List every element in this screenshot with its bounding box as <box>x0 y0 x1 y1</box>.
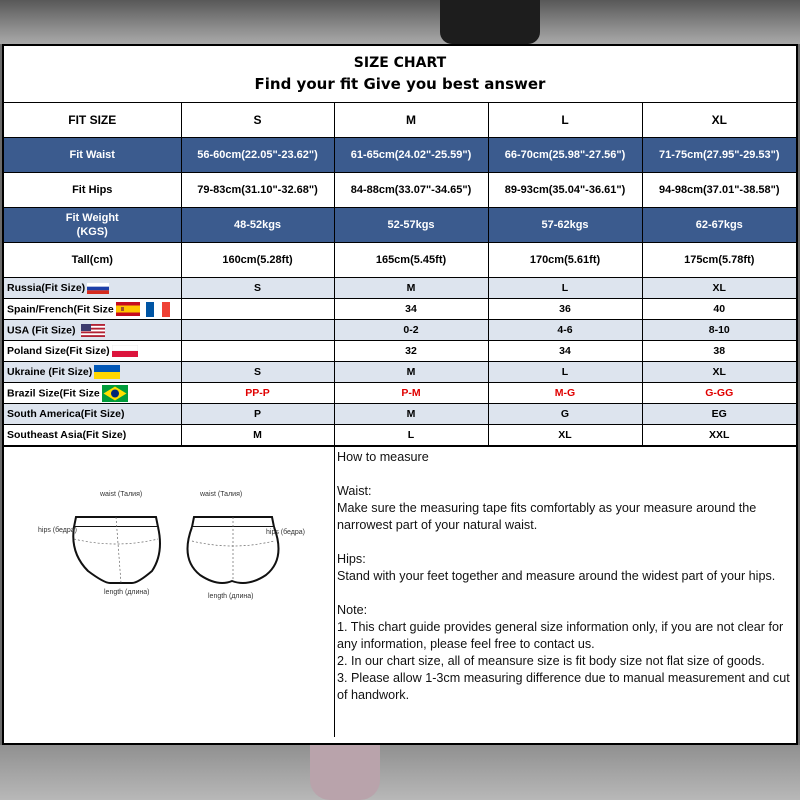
spain-france-row <box>4 299 796 320</box>
row-label-cell <box>4 362 181 383</box>
cell: XXL <box>642 425 796 446</box>
background-object <box>440 0 540 44</box>
chart-title: SIZE CHART <box>353 55 447 71</box>
row-label-cell <box>4 404 181 425</box>
cell: 79-83cm(31.10"-32.68") <box>181 173 334 208</box>
cell: 34 <box>488 341 642 362</box>
waist-row <box>4 138 796 173</box>
cell: 4-6 <box>488 320 642 341</box>
poland-flag-icon <box>112 345 138 357</box>
cell <box>181 299 334 320</box>
size-table <box>4 103 796 446</box>
note-title: Note: <box>337 603 368 617</box>
hips-row <box>4 173 796 208</box>
row-label-cell <box>4 341 181 362</box>
ukraine-row <box>4 362 796 383</box>
cell: 160cm(5.28ft) <box>181 243 334 278</box>
cell: 40 <box>642 299 796 320</box>
measure-section <box>4 446 796 737</box>
row-label: USA (Fit Size) <box>7 323 76 336</box>
usa-flag-icon <box>81 324 105 337</box>
cell: 52-57kgs <box>334 208 488 243</box>
cell: 84-88cm(33.07"-34.65") <box>334 173 488 208</box>
background-bottom <box>0 745 800 800</box>
hips-title: Hips: <box>337 552 366 566</box>
cell: 175cm(5.78ft) <box>642 243 796 278</box>
waist-text: Make sure the measuring tape fits comfortably as your measure around the narrowest part of your natural waist. <box>337 501 757 532</box>
background-object <box>310 745 380 800</box>
cell: L <box>334 425 488 446</box>
spain-flag-icon <box>116 302 140 316</box>
cell: 165cm(5.45ft) <box>334 243 488 278</box>
row-label: Fit Hips <box>4 173 181 208</box>
row-label: Ukraine (Fit Size) <box>7 365 93 378</box>
measure-instructions <box>335 447 796 737</box>
brazil-flag-icon <box>102 385 128 402</box>
cell: XL <box>488 425 642 446</box>
size-chart-sheet <box>2 44 798 745</box>
waist-label-front: waist (Талия) <box>100 491 143 498</box>
tall-row <box>4 243 796 278</box>
title-block <box>4 46 796 103</box>
row-label: South America(Fit Size) <box>7 408 125 420</box>
cell: S <box>181 362 334 383</box>
row-label-cell <box>4 299 181 320</box>
cell: 66-70cm(25.98"-27.56") <box>488 138 642 173</box>
russia-flag-icon <box>87 283 109 294</box>
cell: L <box>488 278 642 299</box>
cell: 36 <box>488 299 642 320</box>
header-size-s: S <box>181 103 334 138</box>
cell <box>181 341 334 362</box>
cell: S <box>181 278 334 299</box>
cell: XL <box>642 278 796 299</box>
cell: P-M <box>334 383 488 404</box>
cell: G <box>488 404 642 425</box>
row-label-cell <box>4 278 181 299</box>
cell: M <box>181 425 334 446</box>
instructions-heading: How to measure <box>337 450 429 464</box>
row-label: Fit Waist <box>4 138 181 173</box>
usa-row <box>4 320 796 341</box>
row-label: Brazil Size(Fit Size <box>7 386 100 399</box>
cell: 89-93cm(35.04"-36.61") <box>488 173 642 208</box>
cell <box>181 320 334 341</box>
south-america-row <box>4 404 796 425</box>
cell: M-G <box>488 383 642 404</box>
waist-title: Waist: <box>337 484 372 498</box>
russia-row <box>4 278 796 299</box>
row-label: Poland Size(Fit Size) <box>7 344 110 357</box>
cell: 34 <box>334 299 488 320</box>
row-label: Southeast Asia(Fit Size) <box>7 429 127 441</box>
row-label-cell <box>4 425 181 446</box>
cell: G-GG <box>642 383 796 404</box>
cell: 71-75cm(27.95"-29.53") <box>642 138 796 173</box>
row-label: Fit Weight (KGS) <box>4 208 181 243</box>
cell: M <box>334 362 488 383</box>
hips-label-back: hips (бедра) <box>266 529 305 536</box>
row-label-cell <box>4 383 181 404</box>
cell: 57-62kgs <box>488 208 642 243</box>
note-item: 1. This chart guide provides general size information only, if you are not clear for any information, please feel free to contact us. <box>337 620 784 651</box>
header-label: FIT SIZE <box>4 103 181 138</box>
cell: P <box>181 404 334 425</box>
length-label-front: length (длина) <box>104 589 150 596</box>
cell: M <box>334 278 488 299</box>
cell: 94-98cm(37.01"-38.58") <box>642 173 796 208</box>
note-item: 2. In our chart size, all of meansure size is fit body size not flat size of goods. <box>337 654 765 668</box>
cell: XL <box>642 362 796 383</box>
cell: PP-P <box>181 383 334 404</box>
brazil-row <box>4 383 796 404</box>
background-top <box>0 0 800 44</box>
weight-row <box>4 208 796 243</box>
hips-label-front: hips (бедра) <box>38 527 77 534</box>
cell: 170cm(5.61ft) <box>488 243 642 278</box>
header-size-m: M <box>334 103 488 138</box>
cell: 61-65cm(24.02"-25.59") <box>334 138 488 173</box>
hips-text: Stand with your feet together and measure around the widest part of your hips. <box>337 569 776 583</box>
measurement-diagram <box>4 447 335 737</box>
row-label: Tall(cm) <box>4 243 181 278</box>
cell: 38 <box>642 341 796 362</box>
row-label: Spain/French(Fit Size <box>7 302 114 315</box>
waist-label-back: waist (Талия) <box>200 491 243 498</box>
header-size-xl: XL <box>642 103 796 138</box>
length-label-back: length (длина) <box>208 593 254 600</box>
header-size-l: L <box>488 103 642 138</box>
cell: 8-10 <box>642 320 796 341</box>
cell: 56-60cm(22.05"-23.62") <box>181 138 334 173</box>
cell: EG <box>642 404 796 425</box>
southeast-asia-row <box>4 425 796 446</box>
cell: 0-2 <box>334 320 488 341</box>
ukraine-flag-icon <box>94 365 120 379</box>
cell: L <box>488 362 642 383</box>
panties-diagram <box>4 483 334 653</box>
cell: 48-52kgs <box>181 208 334 243</box>
cell: 32 <box>334 341 488 362</box>
cell: 62-67kgs <box>642 208 796 243</box>
chart-subtitle: Find your fit Give you best answer <box>254 75 546 93</box>
note-item: 3. Please allow 1-3cm measuring difference due to manual measurement and cut of handwork. <box>337 671 790 702</box>
row-label: Russia(Fit Size) <box>7 282 86 294</box>
row-label-cell <box>4 320 181 341</box>
poland-row <box>4 341 796 362</box>
france-flag-icon <box>146 302 170 317</box>
header-row <box>4 103 796 138</box>
cell: M <box>334 404 488 425</box>
